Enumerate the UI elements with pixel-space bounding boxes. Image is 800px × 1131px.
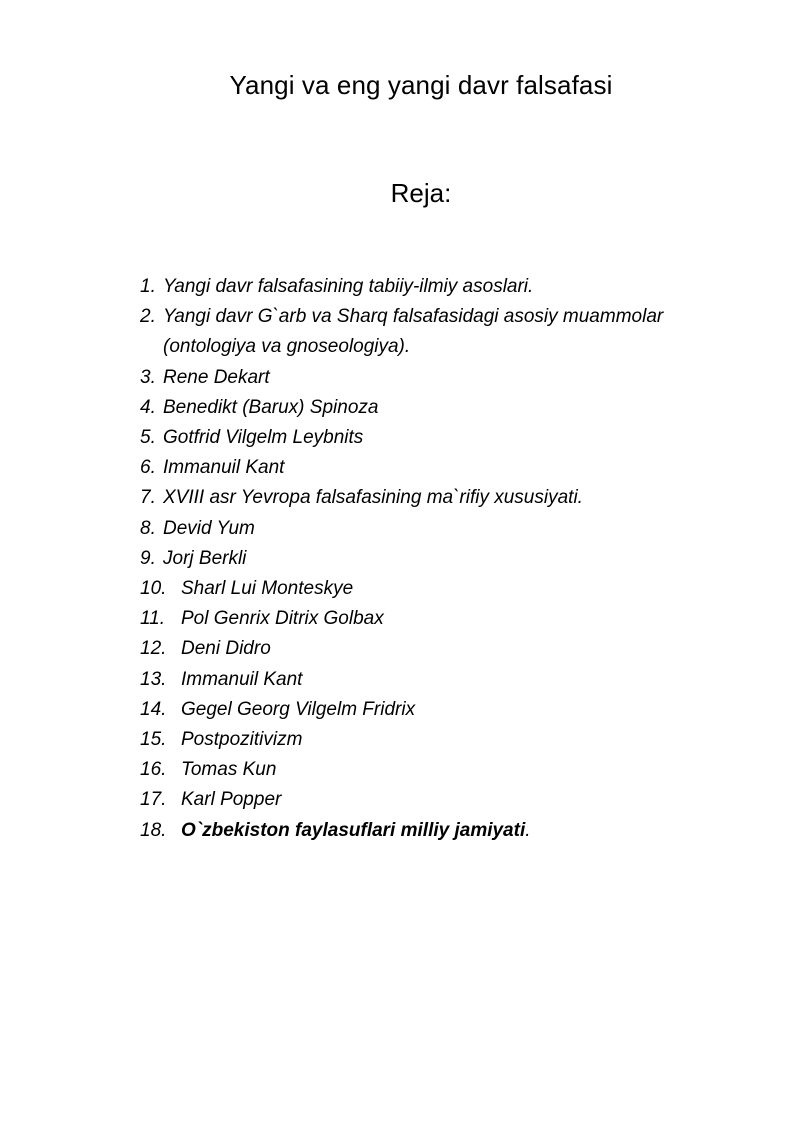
list-item-number: 2. (140, 306, 156, 328)
list-item (140, 453, 740, 483)
list-item (140, 393, 740, 423)
list-item (140, 816, 740, 846)
list-item-number: 16. (140, 759, 167, 781)
list-item-text: Tomas Kun (181, 759, 277, 781)
list-item (140, 695, 740, 725)
list-item-text: Rene Dekart (163, 366, 270, 388)
list-item-punctuation: . (525, 819, 531, 841)
list-item (140, 272, 740, 302)
list-item (140, 725, 740, 755)
list-item-text: Immanuil Kant (163, 457, 285, 479)
list-item-number: 13. (140, 668, 167, 690)
list-item-text: Postpozitivizm (181, 729, 303, 751)
list-item (140, 514, 740, 544)
list-item-number: 3. (140, 366, 156, 388)
list-item (140, 604, 740, 634)
list-item-text: O`zbekiston faylasuflari milliy jamiyati (181, 819, 526, 841)
list-item-text: Yangi davr falsafasining tabiiy-ilmiy asoslari. (163, 276, 534, 297)
list-item-number: 8. (140, 517, 156, 539)
list-item-number: 15. (140, 729, 167, 751)
list-item (140, 423, 740, 453)
list-item-number: 9. (140, 547, 156, 569)
list-item-number: 7. (140, 487, 156, 509)
list-item (140, 755, 740, 785)
list-item-text: Benedikt (Barux) Spinoza (163, 396, 379, 418)
list-item-text: Devid Yum (163, 517, 255, 539)
list-item (140, 785, 740, 815)
list-item (140, 665, 740, 695)
list-item-text: Jorj Berkli (163, 547, 247, 569)
list-item (140, 574, 740, 604)
list-item (140, 483, 740, 513)
list-item-text: Yangi davr G`arb va Sharq falsafasidagi asosiy muammolar (ontologiya va gnoseologiya). (163, 306, 664, 358)
list-item-number: 14. (140, 698, 167, 720)
list-item (140, 302, 740, 362)
list-item-number: 6. (140, 457, 156, 479)
list-item-number: 5. (140, 427, 156, 449)
plan-heading: Reja: (390, 178, 452, 208)
list-item-text: Immanuil Kant (181, 668, 303, 690)
list-item (140, 634, 740, 664)
list-item-number: 11. (140, 608, 166, 630)
list-item (140, 363, 740, 393)
list-item-number: 1. (140, 276, 156, 297)
document-title: Yangi va eng yangi davr falsafasi (229, 70, 613, 100)
list-item-text: Gotfrid Vilgelm Leybnits (163, 427, 364, 449)
list-item-text: Pol Genrix Ditrix Golbax (181, 608, 384, 630)
list-item-number: 12. (140, 638, 167, 660)
list-item-text: XVIII asr Yevropa falsafasining ma`rifiy xususiyati. (163, 487, 583, 509)
list-item-text: Gegel Georg Vilgelm Fridrix (181, 698, 416, 720)
list-item-text: Sharl Lui Monteskye (181, 578, 354, 600)
list-item-number: 10. (140, 578, 167, 600)
list-item (140, 544, 740, 574)
list-item-text: Deni Didro (181, 638, 271, 660)
list-item-number: 4. (140, 396, 156, 418)
list-item-text: Karl Popper (181, 789, 282, 811)
list-item-number: 18. (140, 819, 167, 841)
plan-list (140, 272, 740, 846)
list-item-number: 17. (140, 789, 167, 811)
